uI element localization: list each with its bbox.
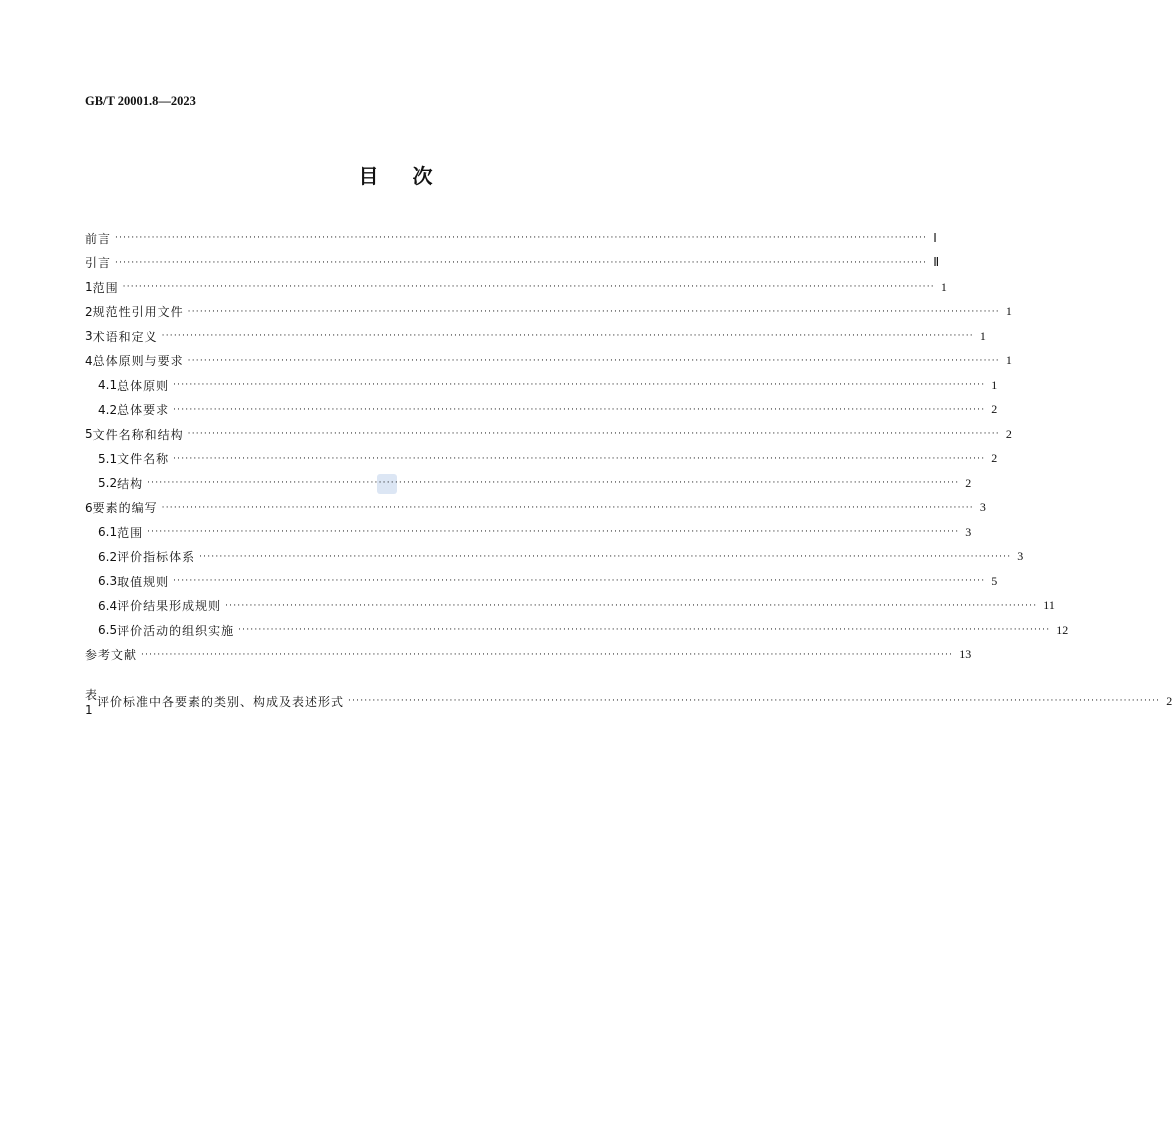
entry-number: 5 bbox=[85, 427, 93, 441]
entry-title: 引言 bbox=[85, 256, 112, 270]
entry-page: 2 bbox=[991, 402, 998, 416]
toc-entry[interactable] bbox=[98, 548, 1024, 566]
toc-entry[interactable] bbox=[85, 254, 940, 272]
dot-leader: ········································································································································································································ bbox=[115, 257, 928, 268]
entry-title: 取值规则 bbox=[117, 574, 170, 589]
entry-page: 3 bbox=[1017, 549, 1024, 563]
entry-title: 总体原则 bbox=[117, 378, 170, 393]
dot-leader: ········································································································································································································ bbox=[173, 380, 986, 390]
entry-page: 2 bbox=[1005, 426, 1012, 441]
toc-entry[interactable] bbox=[98, 376, 998, 394]
toc-entry[interactable] bbox=[85, 425, 1012, 443]
entry-page: 1 bbox=[979, 328, 986, 343]
dot-leader: ········································································································································································································ bbox=[161, 331, 974, 341]
entry-number: 5.2 bbox=[98, 476, 118, 490]
entry-title: 要素的编写 bbox=[92, 501, 158, 515]
dot-leader: ········································································································································································································ bbox=[161, 502, 974, 513]
dot-leader: ········································································································································································································ bbox=[147, 478, 960, 488]
entry-title: 评价指标体系 bbox=[117, 550, 196, 564]
toc-entry[interactable] bbox=[98, 523, 972, 541]
entry-page: Ⅱ bbox=[933, 255, 940, 269]
entry-number: 1 bbox=[85, 280, 93, 294]
dot-leader: ········································································································································································································ bbox=[238, 625, 1051, 635]
toc-entry[interactable] bbox=[98, 474, 972, 492]
entry-number: 6.3 bbox=[98, 574, 118, 588]
entry-page: 2 bbox=[965, 475, 972, 490]
entry-page: 2 bbox=[991, 451, 998, 465]
toc-entry[interactable] bbox=[98, 572, 998, 590]
dot-leader: ········································································································································································································ bbox=[115, 233, 928, 243]
toc-entry[interactable] bbox=[85, 327, 986, 345]
entry-page: 1 bbox=[940, 279, 947, 294]
dot-leader: ········································································································································································································ bbox=[122, 282, 935, 292]
entry-title: 参考文献 bbox=[85, 648, 138, 662]
entry-page: 3 bbox=[965, 524, 972, 539]
entry-page: 11 bbox=[1043, 598, 1055, 612]
entry-number: 6 bbox=[85, 500, 93, 515]
standard-number: GB/T 20001.8—2023 bbox=[85, 94, 196, 108]
entry-number: 5.1 bbox=[98, 451, 118, 466]
entry-number: 6.4 bbox=[98, 598, 118, 613]
dot-leader: ········································································································································································································ bbox=[187, 306, 1000, 317]
entry-page: 3 bbox=[979, 500, 986, 514]
entry-title: 范围 bbox=[92, 280, 119, 295]
entry-page: 5 bbox=[991, 573, 998, 588]
entry-title: 前言 bbox=[85, 231, 112, 246]
toc-entry[interactable] bbox=[85, 303, 1012, 321]
entry-title: 总体原则与要求 bbox=[92, 354, 184, 368]
toc-entry[interactable] bbox=[98, 621, 1069, 639]
dot-leader: ········································································································································································································ bbox=[187, 429, 1000, 439]
dot-leader: ········································································································································································································ bbox=[199, 551, 1012, 562]
dot-leader: ········································································································································································································ bbox=[141, 649, 954, 660]
entry-title: 评价活动的组织实施 bbox=[117, 623, 235, 638]
entry-title: 术语和定义 bbox=[92, 329, 158, 344]
entry-page: Ⅰ bbox=[933, 230, 937, 245]
toc-entry[interactable] bbox=[98, 401, 998, 419]
toc-entry[interactable] bbox=[85, 229, 937, 247]
toc-entry[interactable] bbox=[98, 450, 998, 468]
entry-page: 1 bbox=[991, 377, 998, 392]
entry-title: 规范性引用文件 bbox=[92, 305, 184, 319]
toc-entry[interactable] bbox=[85, 646, 972, 664]
entry-number: 表1 bbox=[85, 687, 98, 717]
entry-title: 结构 bbox=[117, 476, 144, 491]
page-title: 目 次 bbox=[358, 164, 435, 188]
dot-leader: ········································································································································································································ bbox=[187, 355, 1000, 366]
entry-number: 6.1 bbox=[98, 525, 118, 539]
toc-entry[interactable] bbox=[85, 352, 1012, 370]
toc-entry[interactable] bbox=[98, 597, 1055, 615]
entry-page: 1 bbox=[1005, 353, 1012, 367]
dot-leader: ········································································································································································································ bbox=[348, 696, 1161, 706]
dot-leader: ········································································································································································································ bbox=[173, 453, 986, 464]
entry-title: 评价结果形成规则 bbox=[117, 599, 222, 613]
entry-number: 6.5 bbox=[98, 623, 118, 637]
entry-number: 4.1 bbox=[98, 378, 118, 392]
dot-leader: ········································································································································································································ bbox=[173, 576, 986, 586]
toc-entry[interactable] bbox=[85, 278, 947, 296]
entry-number: 6.2 bbox=[98, 549, 118, 564]
entry-title: 文件名称和结构 bbox=[92, 427, 184, 442]
entry-page: 1 bbox=[1005, 304, 1012, 318]
entry-number: 4.2 bbox=[98, 402, 118, 417]
dot-leader: ········································································································································································································ bbox=[225, 600, 1038, 611]
toc-entry[interactable] bbox=[85, 687, 1172, 717]
entry-page: 2 bbox=[1166, 693, 1172, 708]
entry-page: 13 bbox=[959, 647, 972, 661]
entry-title: 评价标准中各要素的类别、构成及表述形式 bbox=[97, 694, 345, 709]
dot-leader: ········································································································································································································ bbox=[173, 404, 986, 415]
entry-title: 总体要求 bbox=[117, 403, 170, 417]
toc-entry[interactable] bbox=[85, 499, 986, 517]
entry-title: 范围 bbox=[117, 525, 144, 540]
entry-number: 3 bbox=[85, 329, 93, 343]
entry-number: 2 bbox=[85, 304, 93, 319]
dot-leader: ········································································································································································································ bbox=[147, 527, 960, 537]
entry-title: 文件名称 bbox=[117, 452, 170, 466]
entry-page: 12 bbox=[1056, 622, 1069, 637]
entry-number: 4 bbox=[85, 353, 93, 368]
